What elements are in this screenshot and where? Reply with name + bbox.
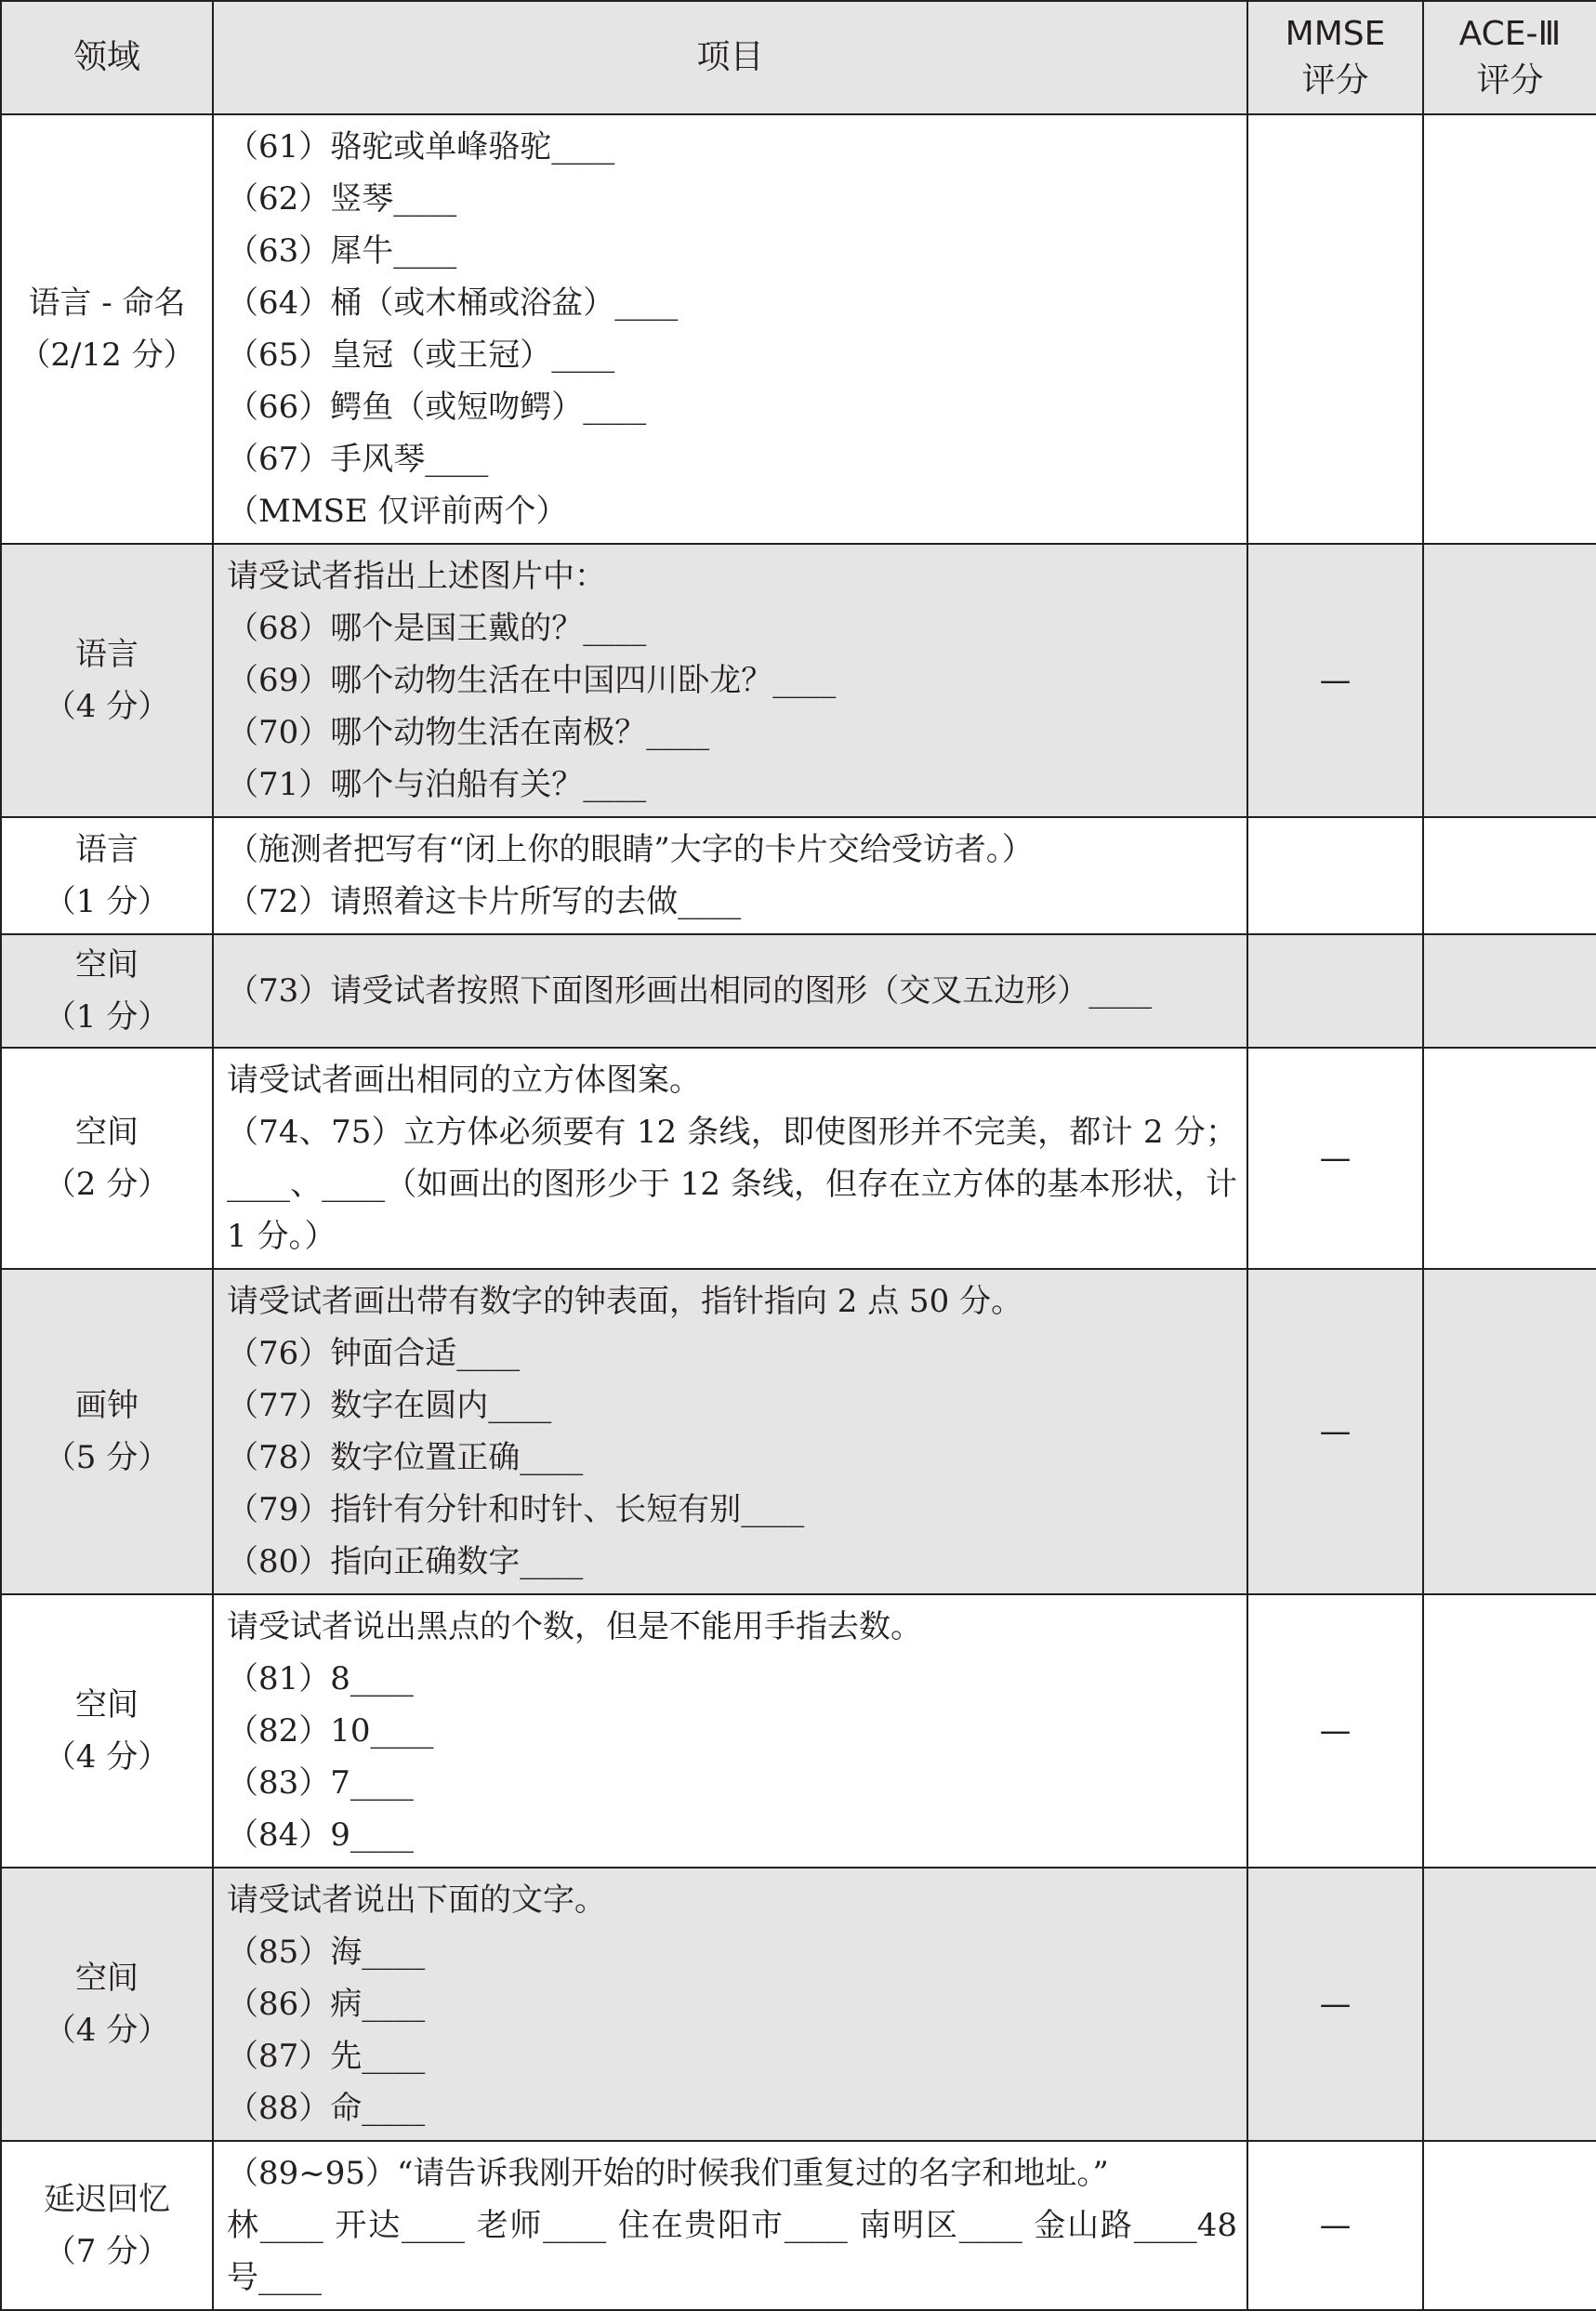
mmse-score-cell[interactable] xyxy=(1247,817,1423,934)
domain-cell xyxy=(1,1594,213,1868)
mmse-score-cell[interactable] xyxy=(1247,1868,1423,2141)
items-cell xyxy=(213,1269,1247,1594)
header-mmse-line1: MMSE xyxy=(1285,15,1386,53)
header-mmse-line2: 评分 xyxy=(1301,61,1369,99)
table-row xyxy=(1,1048,1596,1269)
domain-label: 空间 xyxy=(75,946,138,984)
mmse-score: — xyxy=(1319,1413,1352,1450)
domain-score: （4 分） xyxy=(44,1738,170,1776)
domain-score: （2 分） xyxy=(44,1166,170,1203)
domain-label: 语言 - 命名 xyxy=(28,284,186,322)
domain-label: 空间 xyxy=(75,1960,138,1997)
header-ace-line2: 评分 xyxy=(1476,61,1544,99)
header-ace xyxy=(1423,1,1596,114)
table-row xyxy=(1,1594,1596,1868)
table-row xyxy=(1,544,1596,817)
header-ace-line1: ACE-Ⅲ xyxy=(1458,15,1562,53)
domain-cell xyxy=(1,1269,213,1594)
ace-score-cell[interactable] xyxy=(1423,817,1596,934)
item-line: （84）9____ xyxy=(227,1816,414,1854)
item-line: （89~95）“请告诉我刚开始的时候我们重复过的名字和地址。” xyxy=(227,2155,1109,2192)
mmse-score: — xyxy=(1319,1712,1352,1750)
domain-score: （5 分） xyxy=(44,1439,170,1476)
items-cell xyxy=(213,544,1247,817)
item-line: （61）骆驼或单峰骆驼____ xyxy=(227,128,615,165)
table-row xyxy=(1,114,1596,544)
table-row xyxy=(1,817,1596,934)
header-row xyxy=(1,1,1596,114)
item-line: （79）指针有分针和时针、长短有别____ xyxy=(227,1491,805,1528)
mmse-score-cell[interactable] xyxy=(1247,1048,1423,1269)
domain-label: 画钟 xyxy=(75,1387,138,1424)
domain-label: 语言 xyxy=(75,636,138,673)
items-cell xyxy=(213,1868,1247,2141)
item-line: （77）数字在圆内____ xyxy=(227,1387,552,1424)
item-line: （62）竖琴____ xyxy=(227,180,457,218)
item-line: （81）8____ xyxy=(227,1660,414,1697)
header-mmse xyxy=(1247,1,1423,114)
table-row xyxy=(1,2141,1596,2310)
item-line: （67）手风琴____ xyxy=(227,441,489,478)
item-line: 林____ 开达____ 老师____ 住在贵阳市____ 南明区____ 金山路____48 号____ xyxy=(227,2207,1237,2296)
mmse-score: — xyxy=(1319,662,1352,699)
item-line: 请受试者画出相同的立方体图案。 xyxy=(227,1062,701,1099)
domain-score: （1 分） xyxy=(44,998,170,1036)
item-line: （71）哪个与泊船有关？____ xyxy=(227,766,647,803)
domain-score: （7 分） xyxy=(44,2233,170,2270)
item-line: 请受试者说出下面的文字。 xyxy=(227,1882,606,1919)
item-line: （65）皇冠（或王冠）____ xyxy=(227,337,615,374)
table-row xyxy=(1,934,1596,1048)
domain-cell xyxy=(1,114,213,544)
item-line: （74、75）立方体必须要有 12 条线，即使图形并不完美，都计 2 分；____、____（如画出的图形少于 12 条线，但存在立方体的基本形状，计 1 分。） xyxy=(227,1114,1237,1255)
mmse-score: — xyxy=(1319,1140,1352,1177)
item-line: （70）哪个动物生活在南极？____ xyxy=(227,714,710,751)
items-cell xyxy=(213,114,1247,544)
mmse-score-cell[interactable] xyxy=(1247,934,1423,1048)
items-cell xyxy=(213,1048,1247,1269)
item-line: （施测者把写有“闭上你的眼睛”大字的卡片交给受访者。） xyxy=(227,831,1034,868)
ace-score-cell[interactable] xyxy=(1423,544,1596,817)
item-line: （80）指向正确数字____ xyxy=(227,1543,584,1580)
mmse-score-cell[interactable] xyxy=(1247,114,1423,544)
ace-score-cell[interactable] xyxy=(1423,1269,1596,1594)
item-line: （73）请受试者按照下面图形画出相同的图形（交叉五边形）____ xyxy=(227,972,1153,1010)
domain-cell xyxy=(1,1868,213,2141)
item-line: （76）钟面合适____ xyxy=(227,1335,521,1372)
items-cell xyxy=(213,934,1247,1048)
mmse-score-cell[interactable] xyxy=(1247,1594,1423,1868)
ace-score-cell[interactable] xyxy=(1423,114,1596,544)
item-line: 请受试者画出带有数字的钟表面，指针指向 2 点 50 分。 xyxy=(227,1283,1023,1320)
item-line: （78）数字位置正确____ xyxy=(227,1439,584,1476)
domain-label: 空间 xyxy=(75,1114,138,1151)
item-line: （83）7____ xyxy=(227,1764,414,1802)
item-line: （66）鳄鱼（或短吻鳄）____ xyxy=(227,389,647,426)
item-line: （88）命____ xyxy=(227,2090,426,2127)
domain-cell xyxy=(1,1048,213,1269)
ace-score-cell[interactable] xyxy=(1423,934,1596,1048)
item-line: （63）犀牛____ xyxy=(227,232,457,270)
item-line: （72）请照着这卡片所写的去做____ xyxy=(227,883,742,920)
domain-score: （4 分） xyxy=(44,2012,170,2049)
item-line: （82）10____ xyxy=(227,1712,434,1750)
item-line: （64）桶（或木桶或浴盆）____ xyxy=(227,284,679,322)
item-line: （69）哪个动物生活在中国四川卧龙？____ xyxy=(227,662,837,699)
item-line: 请受试者说出黑点的个数，但是不能用手指去数。 xyxy=(227,1608,922,1645)
item-line: 请受试者指出上述图片中： xyxy=(227,558,606,595)
item-line: （85）海____ xyxy=(227,1934,426,1971)
items-cell xyxy=(213,1594,1247,1868)
ace-score-cell[interactable] xyxy=(1423,1594,1596,1868)
mmse-score-cell[interactable] xyxy=(1247,1269,1423,1594)
table-row xyxy=(1,1269,1596,1594)
domain-cell xyxy=(1,544,213,817)
mmse-score: — xyxy=(1319,2207,1352,2244)
header-item: 项目 xyxy=(213,1,1247,114)
header-domain: 领域 xyxy=(1,1,213,114)
domain-score: （4 分） xyxy=(44,688,170,725)
mmse-score: — xyxy=(1319,1986,1352,2023)
domain-cell xyxy=(1,2141,213,2310)
domain-label: 延迟回忆 xyxy=(44,2181,170,2218)
domain-score: （1 分） xyxy=(44,883,170,920)
item-line: （68）哪个是国王戴的？____ xyxy=(227,610,647,647)
item-line: （MMSE 仅评前两个） xyxy=(227,493,568,530)
ace-score-cell[interactable] xyxy=(1423,2141,1596,2310)
items-cell xyxy=(213,2141,1247,2310)
domain-label: 语言 xyxy=(75,831,138,868)
mmse-score-cell[interactable] xyxy=(1247,544,1423,817)
item-line: （86）病____ xyxy=(227,1986,426,2023)
ace-score-cell[interactable] xyxy=(1423,1868,1596,2141)
ace-score-cell[interactable] xyxy=(1423,1048,1596,1269)
domain-cell xyxy=(1,934,213,1048)
domain-label: 空间 xyxy=(75,1686,138,1723)
domain-score: （2/12 分） xyxy=(19,337,195,374)
item-line: （87）先____ xyxy=(227,2038,426,2075)
domain-cell xyxy=(1,817,213,934)
mmse-score-cell[interactable] xyxy=(1247,2141,1423,2310)
table-row xyxy=(1,1868,1596,2141)
items-cell xyxy=(213,817,1247,934)
